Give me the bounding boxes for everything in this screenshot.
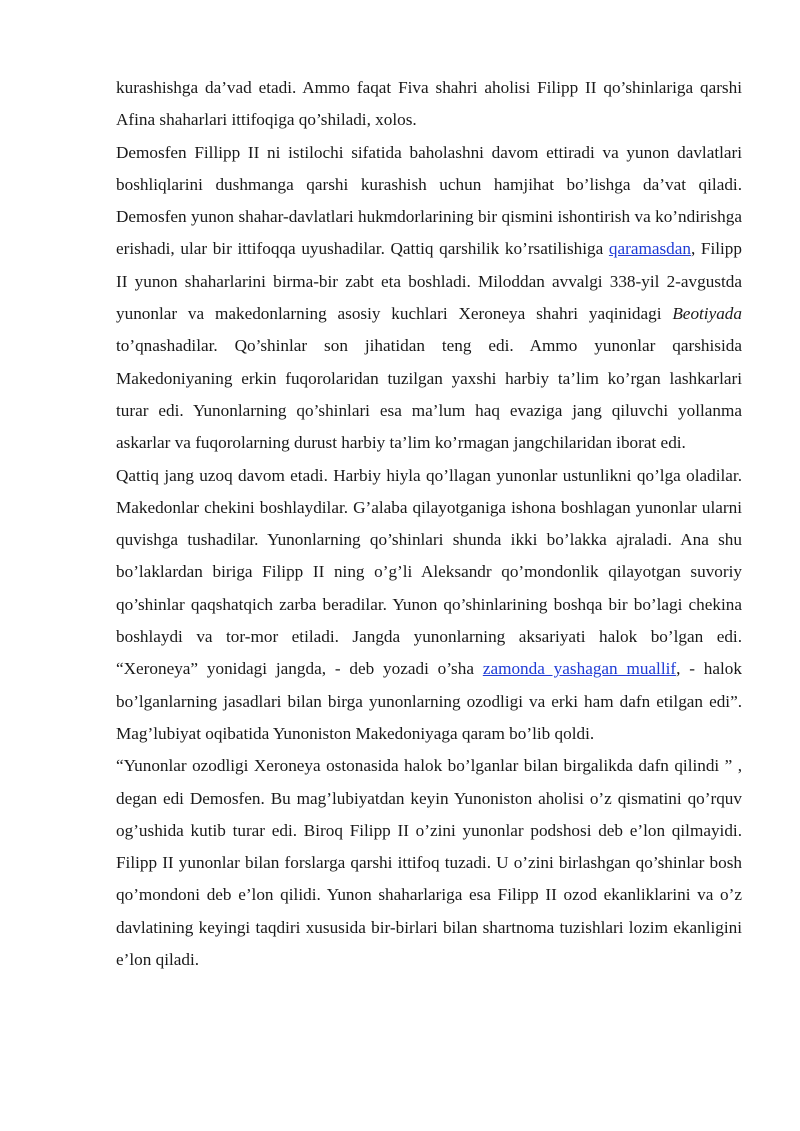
paragraph-2-italic: Beotiyada (672, 304, 742, 324)
link-qaramasdan[interactable]: qaramasdan (608, 239, 691, 259)
link-zamonda-yashagan-muallif[interactable]: zamonda yashagan muallif (482, 659, 677, 679)
paragraph-3 (116, 460, 742, 751)
paragraph-2-text-c: to’qnashadilar. Qo’shinlar son jihatidan teng edi. Ammo yunonlar qarshisida Makedoniyaning erkin fuqorolaridan tuzilgan yaxshi harbiy ta’lim ko’rgan lashkarlari turar edi. Yunonlarning qo’shinlari esa ma’lum haq evaziga jang qiluvchi yollanma askarlar va fuqorolarning durust harbiy ta’lim ko’rmagan jangchilaridan iborat edi. (116, 336, 742, 453)
paragraph-4-text: “Yunonlar ozodligi Xeroneya ostonasida halok bo’lganlar bilan birgalikda dafn qilindi ” , degan edi Demosfen. Bu mag’lubiyatdan keyin Yunoniston aholisi o’z qismatini qo’rquv og’ushida kutib turar edi. Biroq Filipp II o’zini yunonlar podshosi deb e’lon qilmayidi. Filipp II yunonlar bilan forslarga qarshi ittifoq tuzadi. U o’zini birlashgan qo’shinlar bosh qo’mondoni deb e’lon qilidi. Yunon shaharlariga esa Filipp II ozod ekanliklarini va o’z davlatining keyingi taqdiri xususida bir-birlari bilan shartnoma tuzishlari lozim ekanligini e’lon qiladi. (116, 756, 742, 970)
paragraph-2-text-a: Demosfen Fillipp II ni istilochi sifatida baholashni davom ettiradi va yunon davlatlari boshliqlarini dushmanga qarshi kurashish uchun hamjihat bo’lishga da’vat qiladi. Demosfen yunon shahar-davlatlari hukmdorlarining bir qismini ishontirish va ko’ndirishga erishadi, ular bir ittifoqqa uyushadilar. Qattiq qarshilik ko’rsatilishiga (116, 142, 742, 259)
paragraph-2 (116, 137, 742, 460)
paragraph-3-text-a: Qattiq jang uzoq davom etadi. Harbiy hiyla qo’llagan yunonlar ustunlikni qo’lga oladilar. Makedonlar chekini boshlaydilar. G’alaba qilayotganiga ishona boshlagan yunonlar ularni quvishga tushadilar. Yunonlarning qo’shinlari shunda ikki bo’lakka ajraladi. Ana shu bo’laklardan biriga Filipp II ning o’g’li Aleksandr qo’mondonlik qilayotgan suvoriy qo’shinlar qaqshatqich zarba beradilar. Yunon qo’shinlarining boshqa bir bo’lagi chekina boshlaydi va tor-mor etiladi. Jangda yunonlarning aksariyati halok bo’lgan edi. “Xeroneya” yonidagi jangda, - deb yozadi o’sha (116, 465, 742, 679)
document-page (116, 72, 742, 976)
paragraph-1-text: kurashishga da’vad etadi. Ammo faqat Fiva shahri aholisi Filipp II qo’shinlariga qarshi Afina shaharlari ittifoqiga qo’shiladi, xolos. (116, 78, 742, 130)
paragraph-4 (116, 750, 742, 976)
paragraph-2-text-b: , Filipp II yunon shaharlarini birma-bir zabt eta boshladi. Miloddan avvalgi 338-yil 2-avgustda yunonlar va makedonlarning asosiy kuchlari Xeroneya shahri yaqinidagi (116, 239, 742, 324)
paragraph-3-text-b: , - halok bo’lganlarning jasadlari bilan birga yunonlarning ozodligi va erki ham dafn etilgan edi”. Mag’lubiyat oqibatida Yunoniston Makedoniyaga qaram bo’lib qoldi. (116, 659, 742, 743)
paragraph-1 (116, 72, 742, 137)
